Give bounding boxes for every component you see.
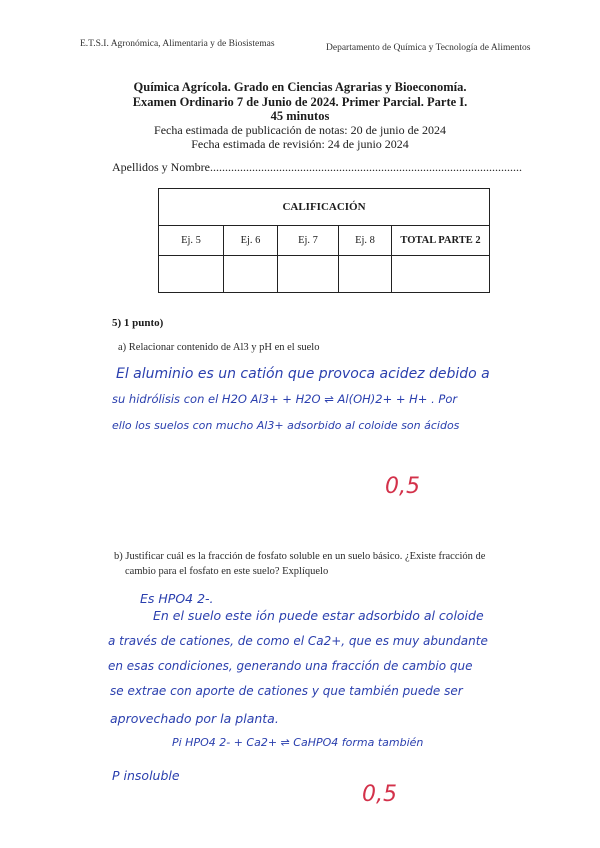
question-heading: 5) 1 punto): [112, 317, 164, 329]
exam-title-line1: Química Agrícola. Grado en Ciencias Agrarias y Bioeconomía.: [133, 80, 467, 94]
part-a-prompt: a) Relacionar contenido de Al3 y pH en el suelo: [118, 342, 320, 353]
grades-table-heading: CALIFICACIÓN: [159, 189, 490, 226]
part-b-answer-line-7: Pi HPO4 2- + Ca2+ ⇌ CaHPO4 forma también: [172, 736, 424, 749]
part-b-answer-line-8: P insoluble: [112, 768, 180, 783]
part-a-answer-line-3: ello los suelos con mucho Al3+ adsorbido al coloide son ácidos: [112, 419, 460, 432]
part-b-answer-line-1: Es HPO4 2-.: [140, 591, 214, 606]
grade-cell-ej7: [278, 256, 339, 293]
part-b-answer-line-2: En el suelo este ión puede estar adsorbido al coloide: [153, 608, 484, 623]
grade-cell-total: [392, 256, 490, 293]
school-name: E.T.S.I. Agronómica, Alimentaria y de Biosistemas: [80, 39, 275, 49]
grades-col-ej5: Ej. 5: [159, 226, 224, 256]
part-b-answer-line-6: aprovechado por la planta.: [110, 711, 279, 726]
review-date: Fecha estimada de revisión: 24 de junio 2024: [191, 137, 409, 151]
grades-col-ej7: Ej. 7: [278, 226, 339, 256]
department-name: Departamento de Química y Tecnología de Alimentos: [326, 43, 531, 53]
publication-date: Fecha estimada de publicación de notas: 20 de junio de 2024: [154, 123, 446, 137]
grade-cell-ej8: [339, 256, 392, 293]
grade-cell-ej6: [224, 256, 278, 293]
part-a-answer-line-1: El aluminio es un catión que provoca acidez debido a: [116, 366, 490, 382]
part-a-answer-line-2: su hidrólisis con el H2O Al3+ + H2O ⇌ Al(OH)2+ + H+ . Por: [112, 392, 458, 406]
grades-table: [158, 188, 490, 293]
part-b-answer-line-3: a través de cationes, de como el Ca2+, que es muy abundante: [108, 634, 488, 648]
part-b-prompt-line1: b) Justificar cuál es la fracción de fosfato soluble en un suelo básico. ¿Existe fracción de: [114, 551, 486, 562]
part-b-answer-line-4: en esas condiciones, generando una fracción de cambio que: [108, 659, 473, 673]
name-field: Apellidos y Nombre........................................................................................................: [112, 160, 522, 174]
grades-col-ej6: Ej. 6: [224, 226, 278, 256]
exam-duration: 45 minutos: [270, 109, 330, 123]
grades-col-ej8: Ej. 8: [339, 226, 392, 256]
part-b-score: 0,5: [362, 782, 397, 807]
grades-col-total: TOTAL PARTE 2: [392, 226, 490, 256]
part-b-answer-line-5: se extrae con aporte de cationes y que también puede ser: [110, 684, 463, 698]
grade-cell-ej5: [159, 256, 224, 293]
exam-title-line2: Examen Ordinario 7 de Junio de 2024. Primer Parcial. Parte I.: [132, 95, 468, 109]
part-b-prompt-line2: cambio para el fosfato en este suelo? Explíquelo: [125, 566, 329, 577]
part-a-score: 0,5: [385, 474, 420, 499]
